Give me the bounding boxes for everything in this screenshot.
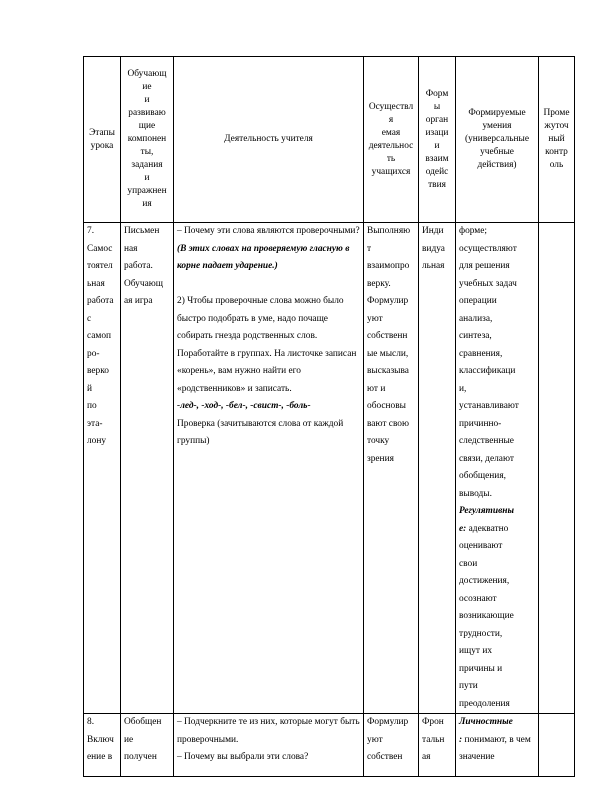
- teacher-roots: -лед-, -ход-, -бел-, -свист-, -боль-: [177, 401, 311, 411]
- student-activity-cell: Выполняю т взаимопро верку. Формулир уют собственн ые мысли, высказыва ют и обосновы вают свою точку зрения: [364, 223, 419, 714]
- header-components: Обучающ ие и развиваю щие компонен ты, задания и упражнен ия: [121, 57, 174, 223]
- teacher-task: 2) Чтобы проверочные слова можно было быстро подобрать в уме, надо почаще собирать гнезда родственных слов. Поработайте в группах. На листочке записан «корень», вам нужно найти его «родственников» и записать.: [177, 296, 357, 394]
- skills-text-2: адекватно оценивают свои достижения, осознают возникающие трудности, ищут их причины и пути преодоления: [459, 523, 514, 709]
- components-cell: Письмен ная работа. Обучающ ая игра: [121, 223, 174, 714]
- header-forms: Форм ы орган изаци и взаим одейс твия: [419, 57, 456, 223]
- header-teacher-activity: Деятельность учителя: [174, 57, 364, 223]
- skills-text: форме; осуществляют для решения учебных задач операции анализа, синтеза, сравнения, классификаци и, устанавливают причинно- следственные связи, делают обобщения, выводы.: [459, 226, 519, 499]
- header-control: Проме жуточ ный контр оль: [539, 57, 575, 223]
- teacher-answer: (В этих словах на проверяемую гласную в корне падает ударение.): [177, 243, 350, 271]
- lesson-plan-table: [83, 56, 575, 777]
- student-activity-cell: Формулир уют собствен: [364, 714, 419, 777]
- teacher-check: Проверка (зачитываются слова от каждой группы): [177, 418, 344, 446]
- teacher-activity-cell: [174, 714, 364, 777]
- header-skills: Формируемые умения (универсальные учебные действия): [456, 57, 539, 223]
- skills-label: Личностные :: [459, 717, 513, 745]
- teacher-question: – Почему эти слова являются проверочными?: [177, 226, 360, 236]
- skills-cell: [456, 223, 539, 714]
- header-stage: Этапы урока: [84, 57, 121, 223]
- stage-cell: 8. Включ ение в: [84, 714, 121, 777]
- skills-text: понимают, в чем значение: [459, 734, 531, 762]
- table-row: [84, 714, 575, 777]
- teacher-line: – Подчеркните те из них, которые могут быть проверочными.: [177, 717, 360, 745]
- teacher-line: – Почему вы выбрали эти слова?: [177, 752, 309, 762]
- skills-cell: [456, 714, 539, 777]
- stage-cell: 7. Самос тоятел ьная работа с самоп ро- верко й по эта- лону: [84, 223, 121, 714]
- header-student-activity: Осуществля емая деятельнос ть учащихся: [364, 57, 419, 223]
- components-cell: Обобщен ие получен: [121, 714, 174, 777]
- forms-cell: Фрон тальн ая: [419, 714, 456, 777]
- table-header-row: [84, 57, 575, 223]
- control-cell: [539, 223, 575, 714]
- table-row: [84, 223, 575, 714]
- teacher-activity-cell: [174, 223, 364, 714]
- control-cell: [539, 714, 575, 777]
- forms-cell: Инди видуа льная: [419, 223, 456, 714]
- skills-label: Регулятивны е:: [459, 506, 514, 534]
